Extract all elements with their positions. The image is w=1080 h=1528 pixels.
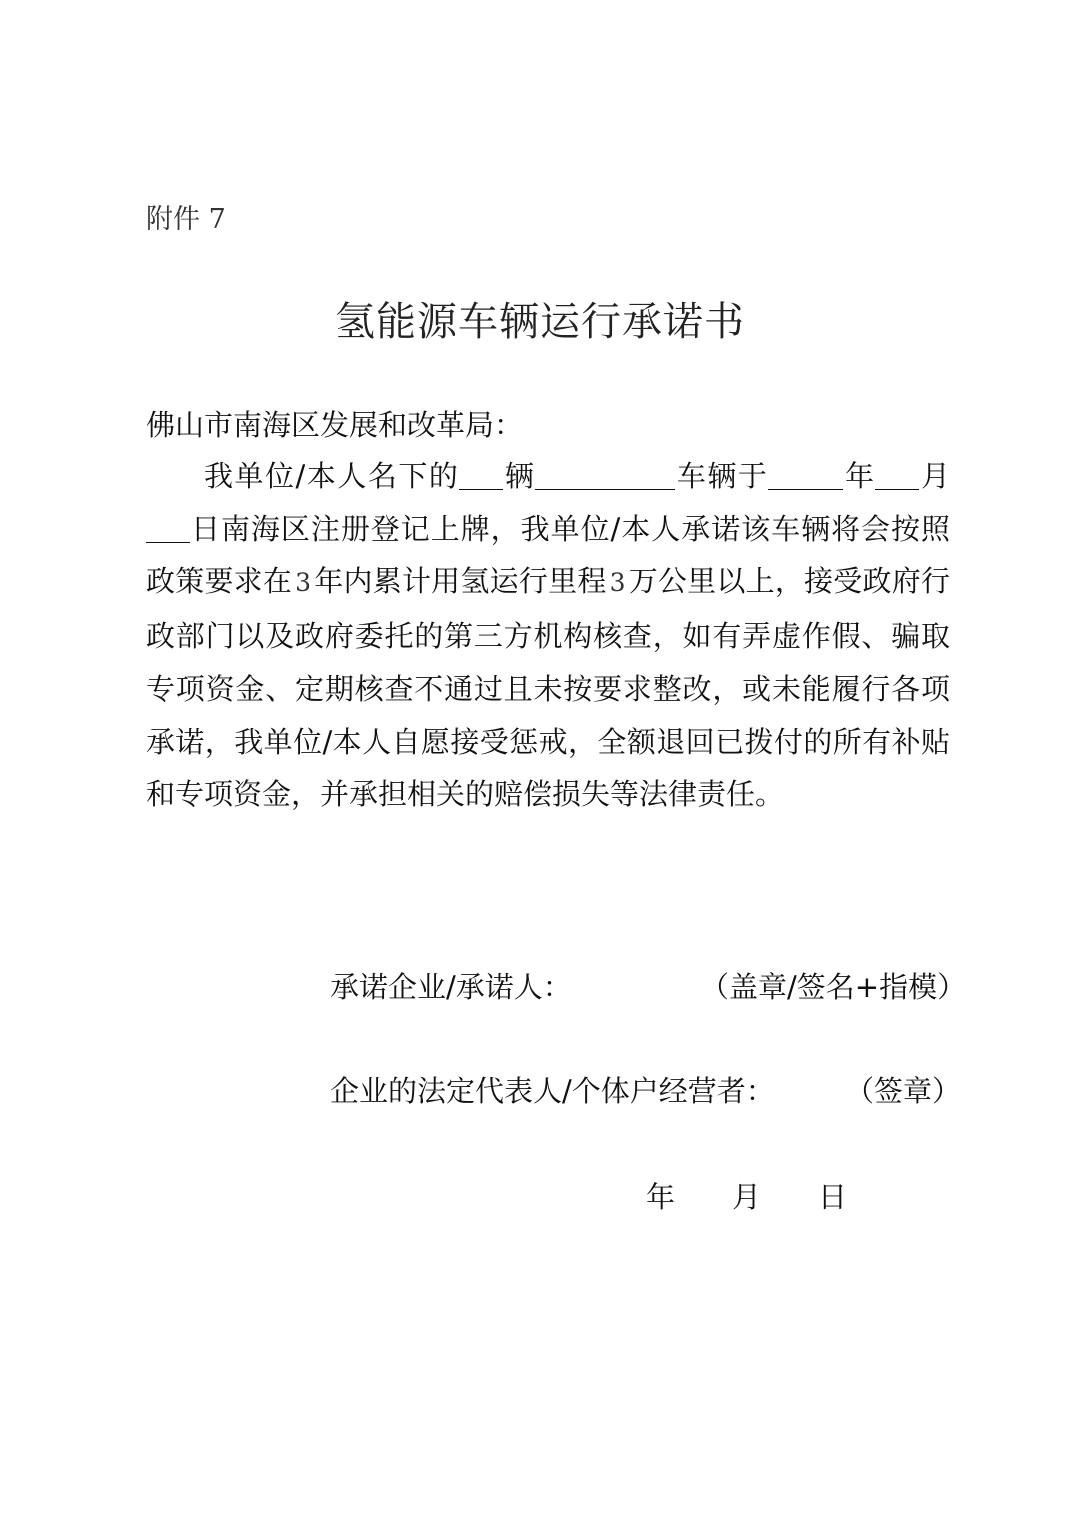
month-blank[interactable] [875, 459, 919, 490]
addressee: 佛山市南海区发展和改革局： [146, 408, 524, 442]
attachment-label: 附件 7 [146, 204, 226, 235]
body-text-6: 万公里以上，接受政府行政部门以及政府委托的第三方机构核查，如有弄虚作假、骗取专项资金、定期核查不通过且未按要求整改，或未能履行各项承诺，我单位/本人自愿接受惩戒，全额退回已拨付的所有补贴和专项资金，并承担相关的赔偿损失等法律责任。 [146, 564, 950, 812]
body-text-3: 车辆于 [675, 459, 769, 493]
committer-note: （盖章/签名+指模） [700, 970, 967, 1004]
date-month-label: 月 [732, 1180, 762, 1214]
body-text-4: 日南海区注册登记上牌，我单位/本人承诺该车辆将会按照政策要求在 [146, 511, 950, 599]
committer-signature-row [330, 964, 967, 1010]
body-text-month: 月 [919, 459, 950, 493]
representative-signature-row [330, 1068, 962, 1114]
body-text-year: 年 [843, 459, 876, 493]
year-blank[interactable] [768, 459, 843, 490]
representative-label: 企业的法定代表人/个体户经营者： [330, 1074, 775, 1108]
mileage-value: 3 [609, 568, 626, 598]
vehicle-count-blank[interactable] [459, 459, 503, 490]
body-text-2: 辆 [503, 459, 536, 493]
document-title: 氢能源车辆运行承诺书 [335, 299, 745, 345]
date-day-label: 日 [818, 1180, 848, 1214]
representative-note: （签章） [845, 1074, 962, 1108]
years-value: 3 [295, 568, 312, 598]
committer-label: 承诺企业/承诺人： [330, 970, 572, 1004]
vehicle-model-blank[interactable] [535, 459, 675, 490]
commitment-body [146, 450, 950, 821]
date-year-label: 年 [646, 1180, 676, 1214]
body-text-1: 我单位/本人名下的 [204, 459, 460, 493]
body-text-5: 年内累计用氢运行里程 [314, 564, 607, 599]
day-blank[interactable] [146, 512, 190, 543]
